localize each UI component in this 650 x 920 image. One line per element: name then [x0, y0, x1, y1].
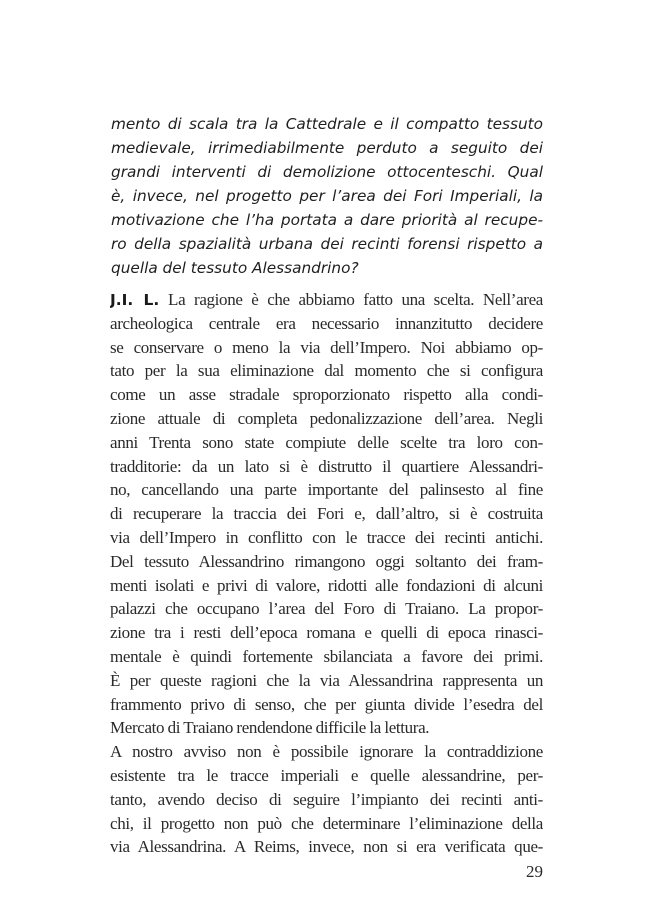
answer-line: se conservare o meno la via dell’Impero. Noi abbiamo op- — [110, 337, 543, 357]
question-line: mento di scala tra la Cattedrale e il compatto tessuto — [111, 115, 543, 133]
answer-line: no, cancellando una parte importante del palinsesto al fine — [110, 480, 543, 500]
answer-line: via Alessandrina. A Reims, invece, non si era verificata que- — [110, 837, 543, 857]
interview-answer — [110, 288, 543, 859]
question-line: motivazione che l’ha portata a dare priorità al recupe- — [111, 211, 543, 229]
question-line: grandi interventi di demolizione ottocenteschi. Qual — [111, 163, 543, 181]
answer-line: zione attuale di completa pedonalizzazione dell’area. Negli — [110, 408, 543, 428]
answer-line: tato per la sua eliminazione dal momento che si configura — [110, 361, 543, 381]
speaker-initials: J.I. L. — [110, 291, 160, 309]
answer-line: tanto, avendo deciso di seguire l’impianto dei recinti anti- — [110, 789, 543, 809]
question-line: ro della spazialità urbana dei recinti forensi rispetto a — [111, 235, 543, 253]
question-line: medievale, irrimediabilmente perduto a seguito dei — [111, 139, 543, 157]
answer-line: A nostro avviso non è possibile ignorare la contraddizione — [110, 742, 543, 762]
answer-line: chi, il progetto non può che determinare l’eliminazione della — [110, 813, 543, 833]
answer-line: zione tra i resti dell’epoca romana e quelli di epoca rinasci- — [110, 623, 543, 643]
answer-line: mentale è quindi fortemente sbilanciata a favore dei primi. — [110, 646, 543, 666]
answer-line: È per queste ragioni che la via Alessandrina rappresenta un — [110, 670, 543, 690]
question-line: è, invece, nel progetto per l’area dei Fori Imperiali, la — [111, 187, 543, 205]
answer-line: menti isolati e privi di valore, ridotti alle fondazioni di alcuni — [110, 575, 543, 595]
answer-line: come un asse stradale sproporzionato rispetto alla condi- — [110, 385, 543, 405]
answer-line: palazzi che occupano l’area del Foro di Traiano. La propor- — [110, 599, 543, 619]
question-line: quella del tessuto Alessandrino? — [111, 259, 359, 277]
answer-line: via dell’Impero in conflitto con le tracce dei recinti antichi. — [110, 527, 543, 547]
interview-question — [111, 112, 543, 280]
page-number: 29 — [526, 862, 543, 881]
answer-line: Del tessuto Alessandrino rimangono oggi soltanto dei fram- — [110, 551, 543, 571]
answer-text: La ragione è che abbiamo fatto una scelta. Nell’area — [159, 290, 543, 309]
answer-line: Mercato di Traiano rendendone difficile la lettura. — [110, 718, 430, 738]
answer-line: archeologica centrale era necessario innanzitutto decidere — [110, 313, 543, 333]
answer-line: esistente tra le tracce imperiali e quelle alessandrine, per- — [110, 765, 543, 785]
answer-line: frammento privo di senso, che per giunta divide l’esedra del — [110, 694, 543, 714]
answer-line: di recuperare la traccia dei Fori e, dall’altro, si è costruita — [110, 504, 543, 524]
answer-line: anni Trenta sono state compiute delle scelte tra loro con- — [110, 432, 543, 452]
answer-first-line — [110, 288, 543, 312]
answer-line: tradditorie: da un lato si è distrutto il quartiere Alessandri- — [110, 456, 543, 476]
